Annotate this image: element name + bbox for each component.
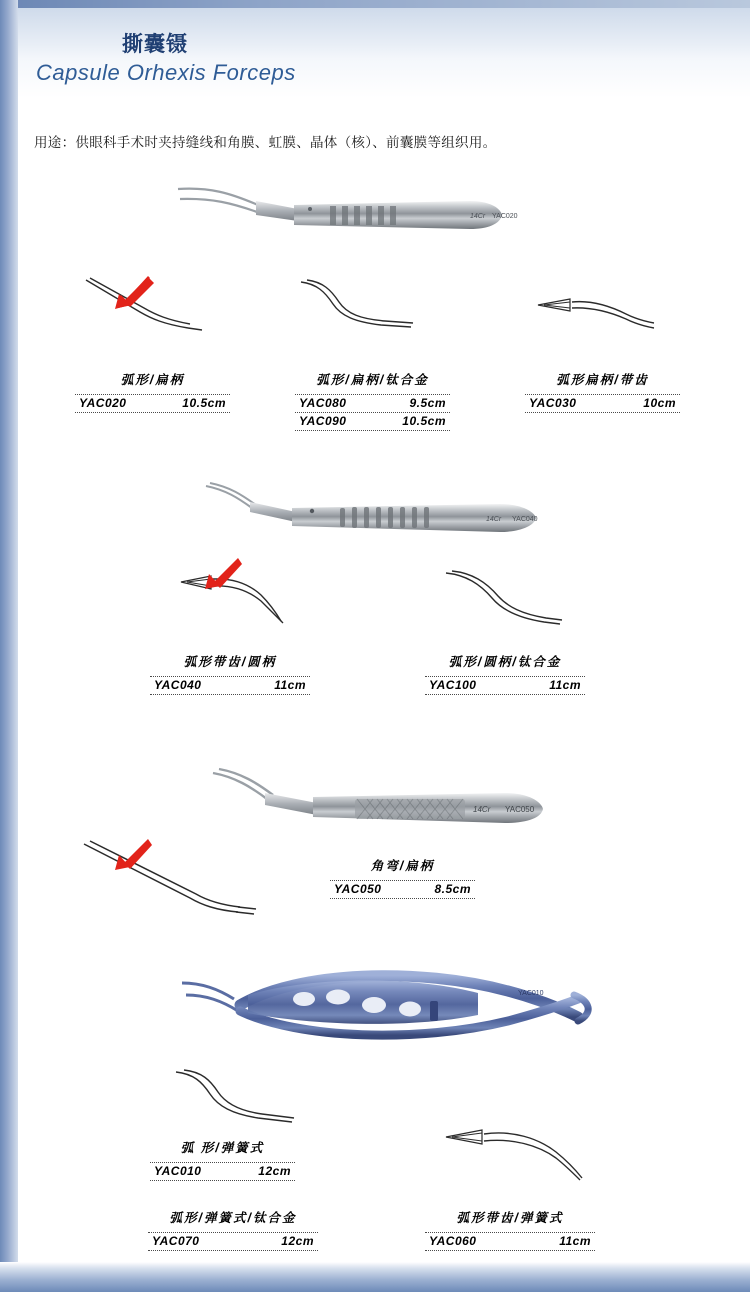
forceps-illustration-yac040-full <box>200 480 590 545</box>
product-title: 弧形/弹簧式/钛合金 <box>169 1211 297 1225</box>
product-title: 弧形带齿/弹簧式 <box>456 1211 564 1225</box>
product-title: 弧形/圆柄/钛合金 <box>448 655 562 669</box>
spec-row <box>150 1163 295 1181</box>
spec-length: 12cm <box>281 1234 314 1248</box>
spec-table <box>148 1232 318 1251</box>
spec-length: 11cm <box>274 678 306 692</box>
product-caption-yac070 <box>148 1208 318 1251</box>
page-title-chinese: 撕囊镊 <box>122 33 188 56</box>
forceps-illustration-yac010-titanium <box>178 965 598 1055</box>
forceps-illustration-yac020-full <box>170 175 590 250</box>
svg-text:14Cr: 14Cr <box>470 213 486 220</box>
forceps-outline-yac020 <box>80 272 230 342</box>
forceps-outline-yac010 <box>170 1068 320 1138</box>
footer-gradient-band <box>0 1262 750 1292</box>
spec-row <box>425 677 585 695</box>
forceps-outline-yac050 <box>78 838 278 918</box>
spec-code: YAC010 <box>154 1164 202 1178</box>
product-title: 弧形扁柄/带齿 <box>556 373 649 387</box>
spec-table <box>425 1232 595 1251</box>
forceps-outline-yac030 <box>530 288 660 343</box>
page-title-english: Capsule Orhexis Forceps <box>36 60 296 85</box>
spec-code: YAC080 <box>299 396 347 410</box>
spec-code: YAC040 <box>154 678 202 692</box>
product-title: 弧形带齿/圆柄 <box>183 655 277 669</box>
spec-table <box>425 676 585 695</box>
spec-length: 11cm <box>549 678 581 692</box>
spec-table <box>150 676 310 695</box>
svg-text:YAC020: YAC020 <box>492 213 518 220</box>
spec-row <box>295 395 450 413</box>
spec-length: 10.5cm <box>402 414 446 428</box>
product-caption-yac020 <box>75 370 230 413</box>
spec-length: 11cm <box>559 1234 591 1248</box>
spec-code: YAC020 <box>79 396 127 410</box>
spec-table <box>150 1162 295 1181</box>
product-caption-yac100 <box>425 652 585 695</box>
product-title: 弧 形/弹簧式 <box>180 1141 265 1155</box>
tool-marking-material: 14Cr <box>473 805 491 814</box>
spec-row <box>425 1233 595 1251</box>
left-edge-strip <box>0 0 18 1292</box>
tool-marking-code: YAC050 <box>505 805 535 814</box>
forceps-outline-yac080 <box>295 278 425 338</box>
spec-row <box>295 413 450 431</box>
annotation-arrow-2 <box>200 557 242 589</box>
product-caption-yac060 <box>425 1208 595 1251</box>
spec-length: 9.5cm <box>409 396 446 410</box>
product-caption-yac040 <box>150 652 310 695</box>
product-caption-yac030 <box>525 370 680 413</box>
spec-length: 12cm <box>258 1164 291 1178</box>
spec-row <box>330 881 475 899</box>
spec-row <box>150 677 310 695</box>
usage-description: 用途：供眼科手术时夹持缝线和角膜、虹膜、晶体（核）、前囊膜等组织用。 <box>34 135 497 150</box>
forceps-outline-yac060 <box>438 1118 593 1186</box>
spec-code: YAC050 <box>334 882 382 896</box>
spec-length: 10cm <box>643 396 676 410</box>
svg-text:YAC010: YAC010 <box>518 990 544 997</box>
annotation-arrow-1 <box>110 276 154 310</box>
product-caption-yac080 <box>295 370 450 431</box>
svg-text:14Cr: 14Cr <box>486 516 502 523</box>
spec-table <box>525 394 680 413</box>
forceps-illustration-yac050-full <box>205 765 590 835</box>
spec-row <box>75 395 230 413</box>
product-caption-yac050 <box>330 856 475 899</box>
forceps-outline-yac100 <box>440 570 570 630</box>
product-caption-yac010 <box>150 1138 295 1181</box>
product-title: 弧形/扁柄 <box>120 373 185 387</box>
spec-table <box>295 394 450 431</box>
spec-code: YAC070 <box>152 1234 200 1248</box>
header-accent-bar <box>0 0 750 8</box>
spec-row <box>148 1233 318 1251</box>
spec-length: 8.5cm <box>434 882 471 896</box>
spec-code: YAC100 <box>429 678 477 692</box>
product-title: 角弯/扁柄 <box>370 859 435 873</box>
svg-text:YAC040: YAC040 <box>512 516 538 523</box>
annotation-arrow-3 <box>110 838 152 870</box>
spec-table <box>330 880 475 899</box>
spec-code: YAC060 <box>429 1234 477 1248</box>
spec-code: YAC090 <box>299 414 347 428</box>
spec-row <box>525 395 680 413</box>
spec-length: 10.5cm <box>182 396 226 410</box>
spec-table <box>75 394 230 413</box>
product-title: 弧形/扁柄/钛合金 <box>316 373 429 387</box>
spec-code: YAC030 <box>529 396 577 410</box>
